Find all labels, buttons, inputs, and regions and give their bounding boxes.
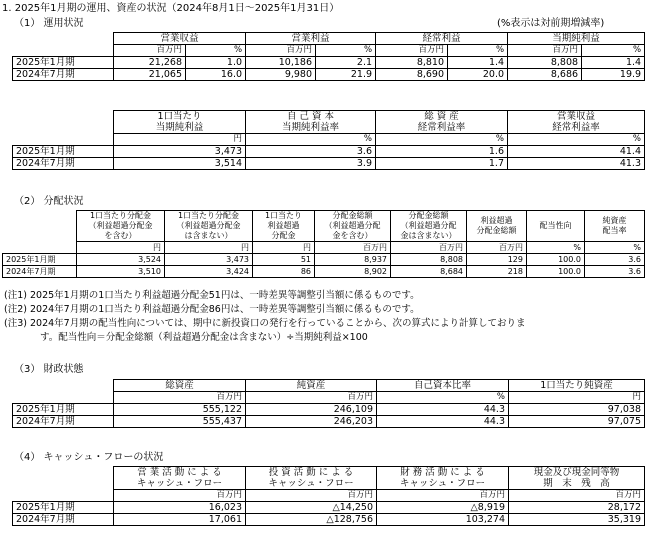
row-label: 2024年7月期 [13, 416, 114, 428]
cell: 555,437 [114, 416, 246, 428]
unit-cell: % [377, 392, 509, 404]
cell: 3,514 [114, 158, 246, 170]
col-roe: 自 己 資 本 当期純利益率 [246, 111, 376, 134]
cell: 3.6 [585, 266, 645, 278]
cell: 8,684 [391, 266, 467, 278]
col-total-dist-incl: 分配金総額 （利益超過分配 金を含む） [315, 211, 391, 242]
note-3: (注3) 2024年7月期の配当性向については、期中に新投資口の発行を行っていることから、次の算式により計算しておりま [4, 318, 526, 329]
cell: 35,319 [509, 514, 645, 526]
note-3-cont: す。配当性向＝分配金総額（利益超過分配金は含まない）÷当期純利益×100 [40, 332, 368, 343]
col-cash-end: 現金及び現金同等物 期 末 残 高 [509, 467, 645, 490]
unit-cell: % [585, 242, 645, 254]
cell: 103,274 [377, 514, 509, 526]
row-label: 2024年7月期 [13, 69, 114, 81]
col-equity-ratio: 自己資本比率 [377, 380, 509, 392]
cell: 3,473 [165, 254, 253, 266]
cell: 3,473 [114, 146, 246, 158]
cell: 8,686 [508, 69, 582, 81]
table-row [13, 416, 645, 428]
cell: △8,919 [377, 502, 509, 514]
row-label: 2024年7月期 [3, 266, 77, 278]
cell: 28,172 [509, 502, 645, 514]
col-operating-revenue: 営業収益 [114, 33, 246, 45]
table-row [13, 514, 645, 526]
cell: 8,808 [508, 57, 582, 69]
s3-table [12, 379, 645, 428]
s4-title: （4） キャッシュ・フローの状況 [14, 452, 164, 463]
cell: 100.0 [527, 266, 585, 278]
cell: 1.6 [376, 146, 508, 158]
s3-title: （3） 財政状態 [14, 364, 84, 375]
col-net-income: 当期純利益 [508, 33, 645, 45]
col-net-assets: 純資産 [246, 380, 377, 392]
cell: 97,075 [509, 416, 645, 428]
cell: 129 [467, 254, 527, 266]
col-net-income-per-unit: 1口当たり 当期純利益 [114, 111, 246, 134]
cell: △128,756 [246, 514, 377, 526]
col-dist-per-unit-incl: 1口当たり分配金 （利益超過分配金 を含む） [77, 211, 165, 242]
unit-cell: % [582, 45, 645, 57]
unit-cell: % [508, 134, 645, 146]
col-nav-per-unit: 1口当たり純資産 [509, 380, 645, 392]
table-row [3, 254, 645, 266]
cell: 41.3 [508, 158, 645, 170]
cell: 3.6 [246, 146, 376, 158]
unit-cell: 百万円 [391, 242, 467, 254]
table-row [13, 158, 645, 170]
col-operating-cf: 営 業 活 動 に よ る キャッシュ・フロー [114, 467, 246, 490]
table-row [3, 266, 645, 278]
table-row [13, 146, 645, 158]
cell: 19.9 [582, 69, 645, 81]
unit-cell: 百万円 [467, 242, 527, 254]
row-label: 2025年1月期 [3, 254, 77, 266]
cell: 51 [253, 254, 315, 266]
unit-cell: 円 [509, 392, 645, 404]
cell: 3,424 [165, 266, 253, 278]
cell: 246,203 [246, 416, 377, 428]
cell: 8,937 [315, 254, 391, 266]
cell: 21,065 [114, 69, 186, 81]
row-label: 2025年1月期 [13, 57, 114, 69]
col-revenue-margin: 営業収益 経常利益率 [508, 111, 645, 134]
cell: 3.9 [246, 158, 376, 170]
cell: 21,268 [114, 57, 186, 69]
col-ordinary-profit: 経常利益 [376, 33, 508, 45]
col-financing-cf: 財 務 活 動 に よ る キャッシュ・フロー [377, 467, 509, 490]
unit-cell: % [316, 45, 376, 57]
unit-cell: 百万円 [315, 242, 391, 254]
row-label: 2024年7月期 [13, 158, 114, 170]
cell: 41.4 [508, 146, 645, 158]
unit-cell: % [376, 134, 508, 146]
unit-cell: % [448, 45, 508, 57]
cell: △14,250 [246, 502, 377, 514]
cell: 246,109 [246, 404, 377, 416]
unit-cell: 百万円 [114, 45, 186, 57]
cell: 86 [253, 266, 315, 278]
col-dist-to-net-assets: 純資産 配当率 [585, 211, 645, 242]
cell: 44.3 [377, 416, 509, 428]
unit-cell: 円 [253, 242, 315, 254]
row-label: 2025年1月期 [13, 502, 114, 514]
col-total-excess: 利益超過 分配金総額 [467, 211, 527, 242]
unit-cell: 百万円 [246, 490, 377, 502]
col-investing-cf: 投 資 活 動 に よ る キャッシュ・フロー [246, 467, 377, 490]
unit-cell: 百万円 [114, 392, 246, 404]
s1-table-a [12, 32, 645, 81]
cell: 97,038 [509, 404, 645, 416]
cell: 1.7 [376, 158, 508, 170]
cell: 555,122 [114, 404, 246, 416]
col-operating-profit: 営業利益 [246, 33, 376, 45]
unit-cell: 百万円 [508, 45, 582, 57]
s1-note: (%表示は対前期増減率) [497, 18, 605, 29]
row-label: 2025年1月期 [13, 146, 114, 158]
cell: 218 [467, 266, 527, 278]
cell: 3,524 [77, 254, 165, 266]
cell: 8,690 [376, 69, 448, 81]
note-2: (注2) 2024年7月期の1口当たり利益超過分配金86円は、一時差異等調整引当額に係るものです。 [4, 304, 420, 315]
s1-title: （1） 運用状況 [14, 18, 84, 29]
cell: 2.1 [316, 57, 376, 69]
table-row [13, 404, 645, 416]
unit-cell: 百万円 [246, 45, 316, 57]
s2-title: （2） 分配状況 [14, 196, 84, 207]
cell: 16,023 [114, 502, 246, 514]
cell: 8,810 [376, 57, 448, 69]
col-dist-per-unit-excl: 1口当たり分配金 （利益超過分配金 は含まない） [165, 211, 253, 242]
unit-cell: 百万円 [377, 490, 509, 502]
unit-cell: 円 [114, 134, 246, 146]
col-total-dist-excl: 分配金総額 （利益超過分配 金は含まない） [391, 211, 467, 242]
cell: 10,186 [246, 57, 316, 69]
unit-cell: 百万円 [509, 490, 645, 502]
table-row [13, 69, 645, 81]
cell: 20.0 [448, 69, 508, 81]
cell: 8,808 [391, 254, 467, 266]
row-label: 2025年1月期 [13, 404, 114, 416]
unit-cell: 百万円 [376, 45, 448, 57]
unit-cell: 百万円 [114, 490, 246, 502]
unit-cell: % [527, 242, 585, 254]
table-row [13, 502, 645, 514]
cell: 44.3 [377, 404, 509, 416]
unit-cell: 百万円 [246, 392, 377, 404]
unit-cell: % [246, 134, 376, 146]
cell: 9,980 [246, 69, 316, 81]
cell: 8,902 [315, 266, 391, 278]
s4-table [12, 466, 645, 526]
s1-table-b [12, 110, 645, 170]
cell: 1.4 [582, 57, 645, 69]
table-row [13, 57, 645, 69]
unit-cell: 円 [77, 242, 165, 254]
s2-table [2, 210, 645, 278]
report-heading: 1. 2025年1月期の運用、資産の状況（2024年8月1日～2025年1月31日） [2, 3, 340, 14]
col-excess-per-unit: 1口当たり 利益超過 分配金 [253, 211, 315, 242]
col-roa: 総 資 産 経常利益率 [376, 111, 508, 134]
cell: 16.0 [186, 69, 246, 81]
note-1: (注1) 2025年1月期の1口当たり利益超過分配金51円は、一時差異等調整引当額に係るものです。 [4, 290, 420, 301]
row-label: 2024年7月期 [13, 514, 114, 526]
cell: 100.0 [527, 254, 585, 266]
cell: 1.4 [448, 57, 508, 69]
cell: 21.9 [316, 69, 376, 81]
unit-cell: % [186, 45, 246, 57]
col-total-assets: 総資産 [114, 380, 246, 392]
col-payout-ratio: 配当性向 [527, 211, 585, 242]
cell: 3.6 [585, 254, 645, 266]
cell: 1.0 [186, 57, 246, 69]
unit-cell: 円 [165, 242, 253, 254]
cell: 3,510 [77, 266, 165, 278]
cell: 17,061 [114, 514, 246, 526]
